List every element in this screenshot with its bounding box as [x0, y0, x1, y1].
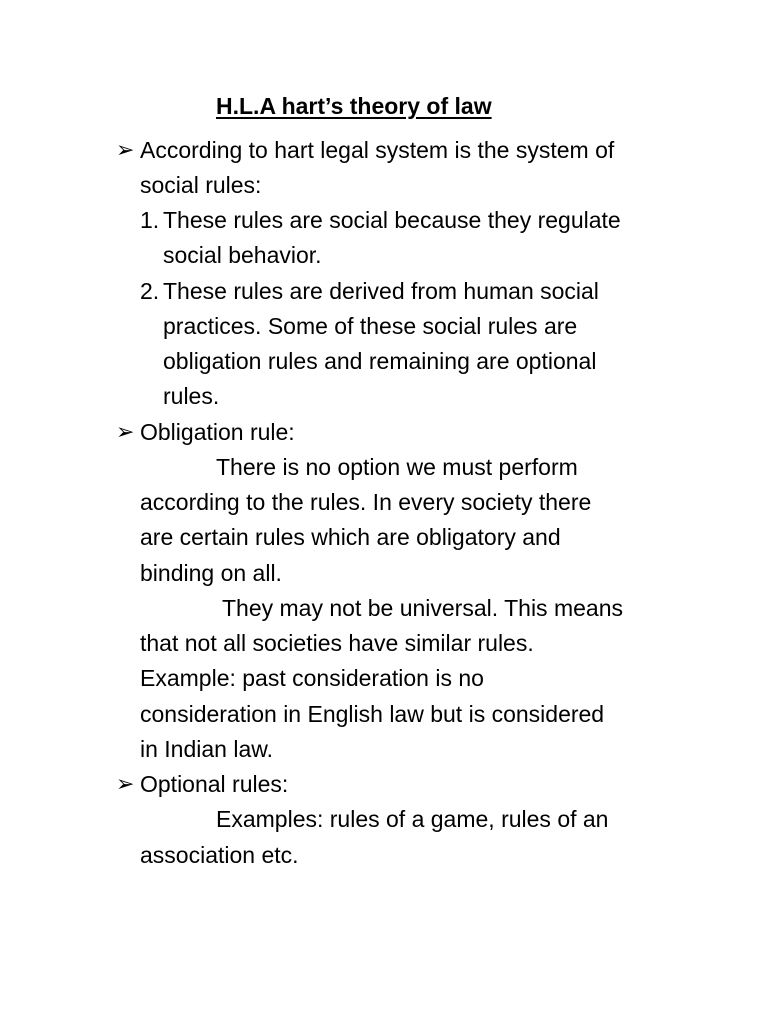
arrow-bullet-icon: ➢	[116, 419, 135, 444]
list-item-2-line3: obligation rules and remaining are optional	[163, 348, 597, 374]
document-title: H.L.A hart’s theory of law	[216, 93, 492, 119]
list-item-1-line2: social behavior.	[163, 242, 322, 268]
list-item-2-line1: These rules are derived from human social	[163, 278, 599, 304]
section3-para1-line1: Examples: rules of a game, rules of an	[216, 806, 609, 832]
list-item-number: 1.	[140, 207, 160, 233]
list-item-1-line1: These rules are social because they regulate	[163, 207, 621, 233]
section2-para2-line3: Example: past consideration is no	[140, 665, 484, 691]
section1-line2: social rules:	[140, 172, 262, 198]
section2-para1-line2: according to the rules. In every society there	[140, 489, 592, 515]
list-item-2-line4: rules.	[163, 383, 220, 409]
section2-para2-line2: that not all societies have similar rules.	[140, 630, 534, 656]
section2-para2-line4: consideration in English law but is considered	[140, 701, 605, 727]
section3-para1-line2: association etc.	[140, 842, 299, 868]
section2-para2-line5: in Indian law.	[140, 736, 273, 762]
section2-para1-line1: There is no option we must perform	[216, 454, 578, 480]
arrow-bullet-icon: ➢	[116, 137, 135, 162]
list-item-2-line2: practices. Some of these social rules are	[163, 313, 578, 339]
arrow-bullet-icon: ➢	[116, 771, 135, 796]
list-item-number: 2.	[140, 278, 160, 304]
section2-heading: Obligation rule:	[140, 419, 295, 445]
section3-heading: Optional rules:	[140, 771, 289, 797]
section2-para1-line3: are certain rules which are obligatory and	[140, 524, 561, 550]
section2-para2-line1: They may not be universal. This means	[222, 595, 623, 621]
section2-para1-line4: binding on all.	[140, 560, 282, 586]
section1-line1: According to hart legal system is the system of	[140, 137, 615, 163]
